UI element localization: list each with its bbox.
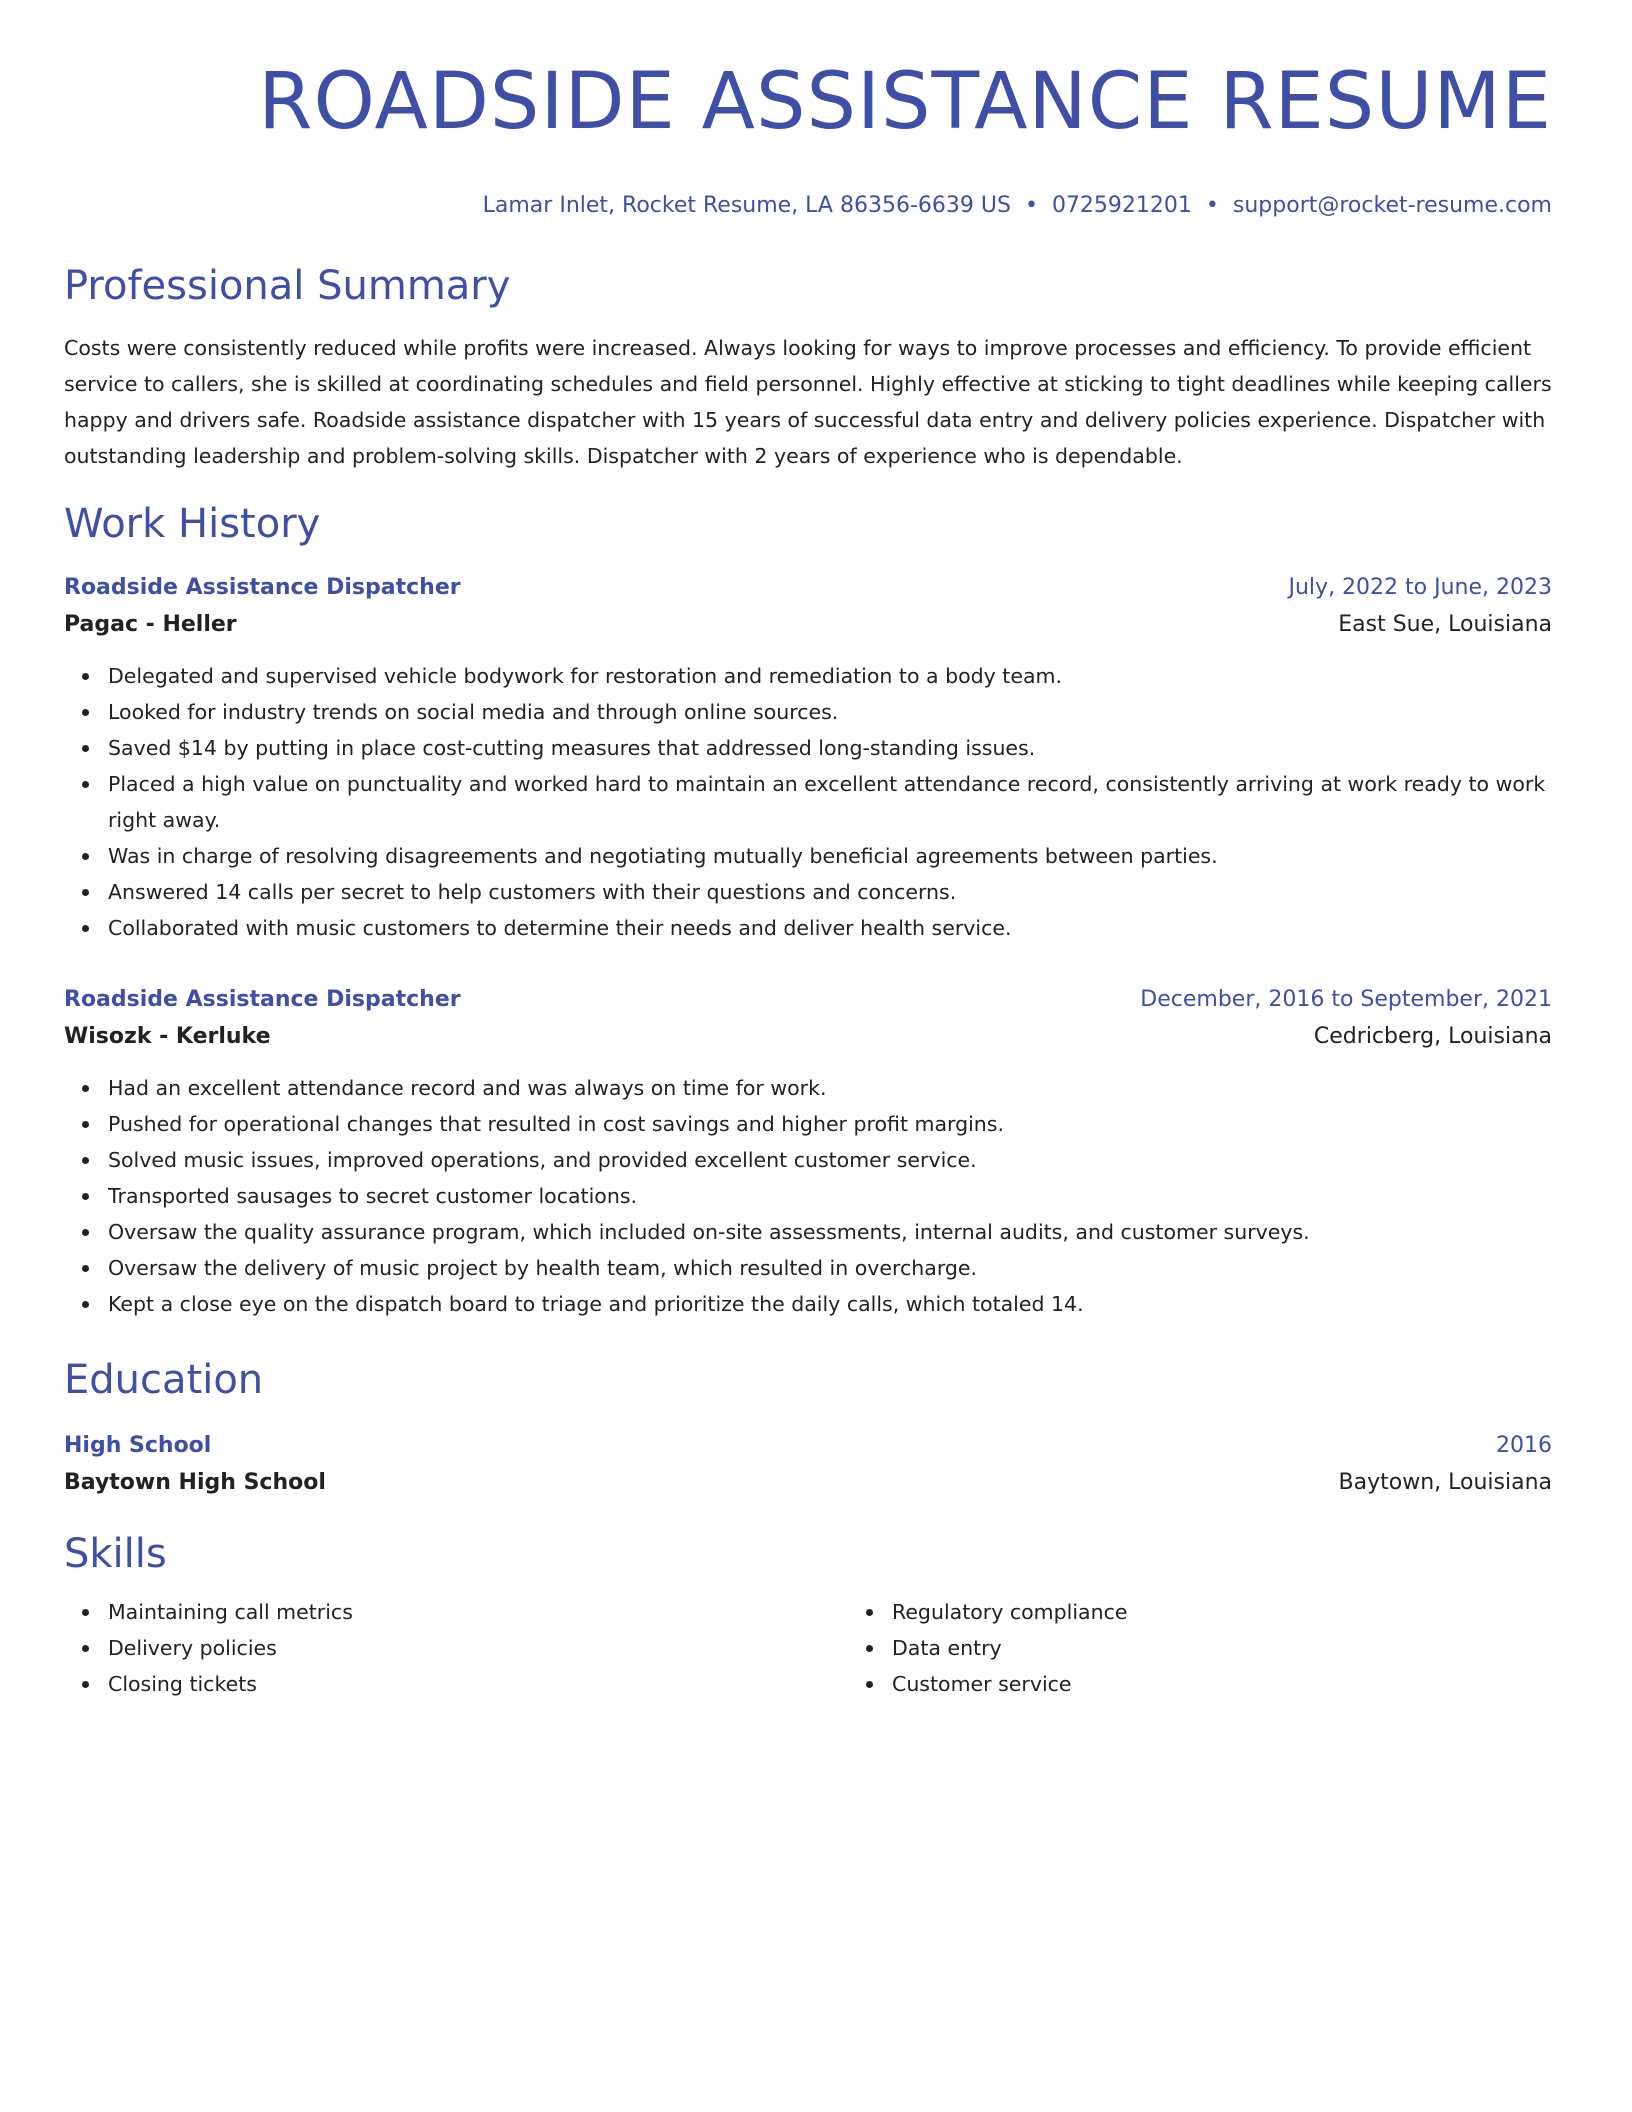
contact-separator: •	[1205, 193, 1219, 218]
job-bullet: Kept a close eye on the dispatch board to triage and prioritize the daily calls, which totaled 14.	[108, 1286, 1552, 1322]
resume-title: ROADSIDE ASSISTANCE RESUME	[258, 57, 1552, 147]
education-entry	[64, 1428, 1552, 1502]
job-bullet: Transported sausages to secret customer locations.	[108, 1178, 1552, 1214]
contact-address: Lamar Inlet, Rocket Resume, LA 86356-6639 US	[482, 193, 1011, 218]
job-bullet: Had an excellent attendance record and was always on time for work.	[108, 1070, 1552, 1106]
contact-phone: 0725921201	[1051, 193, 1192, 218]
job-bullet: Oversaw the quality assurance program, which included on-site assessments, internal audits, and customer surveys.	[108, 1214, 1552, 1250]
summary-text: Costs were consistently reduced while profits were increased. Always looking for ways to improve processes and efficiency. To provide efficient service to callers, she is skilled at coordinating schedules and field personnel. Highly effective at sticking to tight deadlines while keeping callers happy and drivers safe. Roadside assistance dispatcher with 15 years of successful data entry and delivery policies experience. Dispatcher with outstanding leadership and problem-solving skills. Dispatcher with 2 years of experience who is dependable.	[64, 336, 1552, 468]
skill-item: Data entry	[892, 1630, 1452, 1666]
job-company: Wisozk - Kerluke	[64, 1024, 271, 1049]
job-bullet: Delegated and supervised vehicle bodywork for restoration and remediation to a body team.	[108, 658, 1552, 694]
contact-email: support@rocket-resume.com	[1232, 193, 1552, 218]
skill-item: Closing tickets	[108, 1666, 848, 1702]
job-bullet: Oversaw the delivery of music project by health team, which resulted in overcharge.	[108, 1250, 1552, 1286]
contact-separator: •	[1024, 193, 1038, 218]
job-role: Roadside Assistance Dispatcher	[64, 575, 461, 600]
skills-heading: Skills	[64, 1531, 167, 1577]
work-history-heading: Work History	[64, 501, 321, 547]
education-section	[64, 1356, 1552, 1502]
skills-grid	[64, 1594, 1552, 1702]
education-school: Baytown High School	[64, 1470, 326, 1495]
skill-item: Customer service	[892, 1666, 1452, 1702]
job-bullet: Placed a high value on punctuality and worked hard to maintain an excellent attendance record, consistently arriving at work ready to work right away.	[108, 766, 1552, 838]
skills-list-right	[848, 1594, 1452, 1702]
job-bullet-list	[64, 1070, 1552, 1322]
job-entry	[64, 982, 1552, 1322]
work-history-section	[64, 500, 1552, 1322]
job-location: Cedricberg, Louisiana	[1313, 1024, 1552, 1049]
job-company: Pagac - Heller	[64, 612, 237, 637]
job-bullet: Solved music issues, improved operations, and provided excellent customer service.	[108, 1142, 1552, 1178]
job-bullet: Saved $14 by putting in place cost-cutting measures that addressed long-standing issues.	[108, 730, 1552, 766]
education-year: 2016	[1496, 1433, 1552, 1458]
job-bullet-list	[64, 658, 1552, 946]
education-degree: High School	[64, 1433, 212, 1458]
job-role: Roadside Assistance Dispatcher	[64, 987, 461, 1012]
job-dates: July, 2022 to June, 2023	[1288, 575, 1552, 600]
skill-item: Delivery policies	[108, 1630, 848, 1666]
resume-header	[64, 56, 1552, 222]
education-heading: Education	[64, 1357, 264, 1403]
job-bullet: Was in charge of resolving disagreements and negotiating mutually beneficial agreements between parties.	[108, 838, 1552, 874]
skills-section	[64, 1530, 1552, 1702]
job-dates: December, 2016 to September, 2021	[1140, 987, 1552, 1012]
job-location: East Sue, Louisiana	[1338, 612, 1552, 637]
summary-heading: Professional Summary	[64, 263, 511, 309]
job-bullet: Answered 14 calls per secret to help customers with their questions and concerns.	[108, 874, 1552, 910]
skill-item: Regulatory compliance	[892, 1594, 1452, 1630]
job-bullet: Collaborated with music customers to determine their needs and deliver health service.	[108, 910, 1552, 946]
contact-line	[64, 190, 1552, 222]
job-bullet: Pushed for operational changes that resulted in cost savings and higher profit margins.	[108, 1106, 1552, 1142]
job-bullet: Looked for industry trends on social media and through online sources.	[108, 694, 1552, 730]
job-entry	[64, 570, 1552, 946]
skills-list-left	[64, 1594, 848, 1702]
summary-section	[64, 262, 1552, 474]
skill-item: Maintaining call metrics	[108, 1594, 848, 1630]
education-location: Baytown, Louisiana	[1338, 1470, 1552, 1495]
